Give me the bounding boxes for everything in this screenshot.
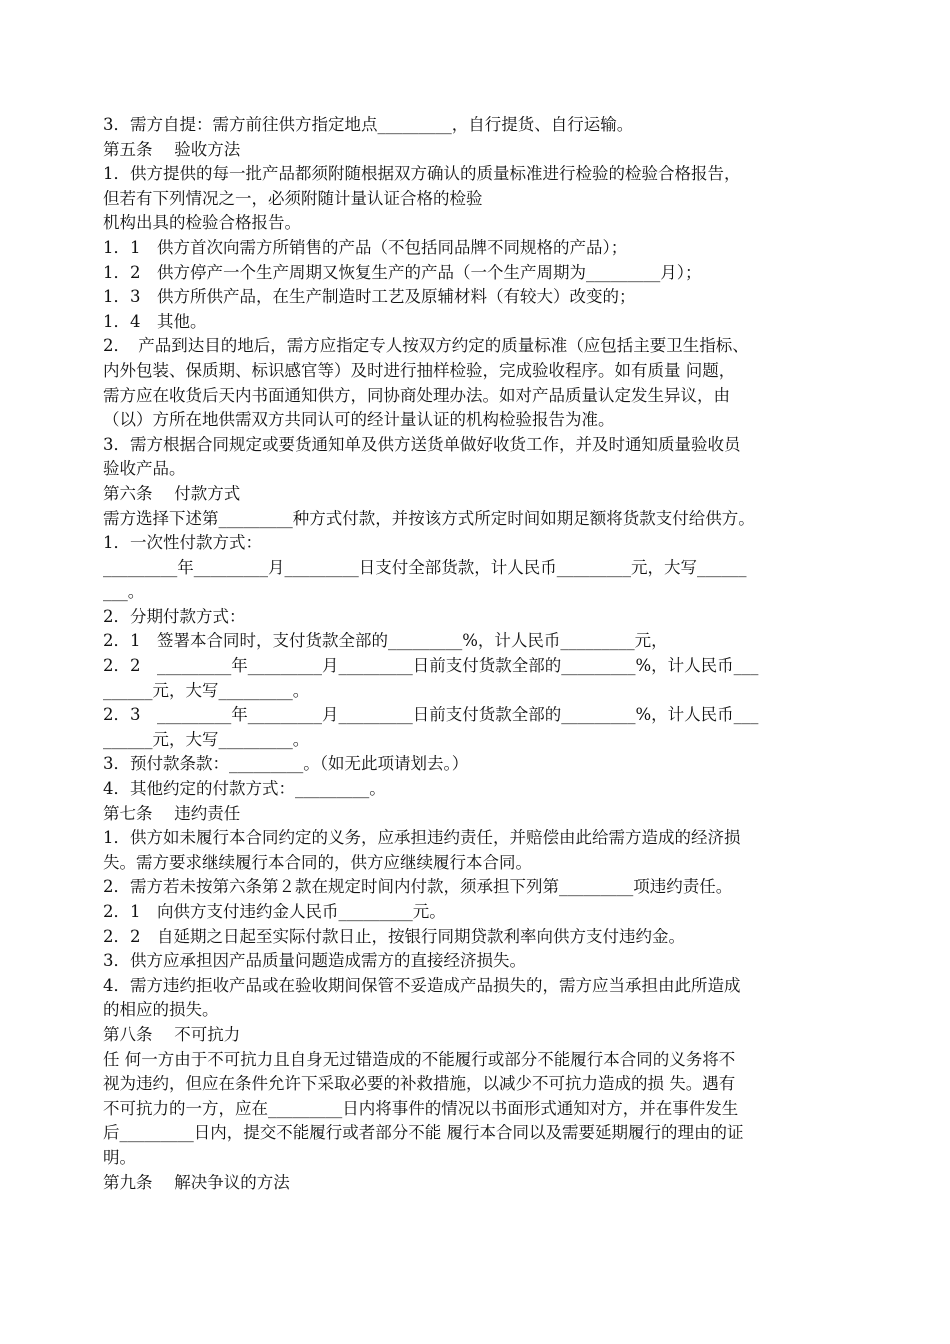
text-line: 1．1 供方首次向需方所销售的产品（不包括同品牌不同规格的产品）； bbox=[103, 237, 628, 257]
text-line: 1．2 供方停产一个生产周期又恢复生产的产品（一个生产周期为_________月）； bbox=[103, 262, 702, 282]
text-line: 3．需方根据合同规定或要货通知单及供方送货单做好收货工作，并及时通知质量验收员 bbox=[103, 434, 741, 454]
text-line: 第七条 违约责任 bbox=[103, 803, 241, 823]
text-line: 2．需方若未按第六条第２款在规定时间内付款，须承担下列第_________项违约责任。 bbox=[103, 877, 733, 897]
text-line: 第九条 解决争议的方法 bbox=[103, 1172, 290, 1192]
text-line: 2．1 向供方支付违约金人民币_________元。 bbox=[103, 902, 446, 921]
text-line: 验收产品。 bbox=[103, 459, 186, 479]
text-line: ___。 bbox=[103, 582, 145, 602]
text-line: 内外包装、保质期、标识感官等）及时进行抽样检验，完成验收程序。如有质量 问题， bbox=[103, 360, 736, 380]
document-page bbox=[103, 113, 849, 1195]
text-line: 失。需方要求继续履行本合同的，供方应继续履行本合同。 bbox=[103, 852, 532, 872]
text-line: 需方应在收货后天内书面通知供方，同协商处理办法。如对产品质量认定发生异议，由 bbox=[103, 385, 730, 405]
text-line: 3．需方自提：需方前往供方指定地点_________，自行提货、自行运输。 bbox=[103, 115, 634, 134]
text-line: 2．分期付款方式： bbox=[103, 606, 246, 626]
text-line: 不可抗力的一方，应在_________日内将事件的情况以书面形式通知对方，并在事件发生 bbox=[103, 1098, 739, 1118]
text-line: 任 何一方由于不可抗力且自身无过错造成的不能履行或部分不能履行本合同的义务将不 bbox=[103, 1049, 736, 1069]
text-line: 第八条 不可抗力 bbox=[103, 1024, 241, 1044]
text-line: 1．3 供方所供产品，在生产制造时工艺及原辅材料（有较大）改变的； bbox=[103, 287, 636, 307]
text-line: 1．供方如未履行本合同约定的义务，应承担违约责任，并赔偿由此给需方造成的经济损 bbox=[103, 828, 741, 848]
text-line: 2．2 _________年_________月_________日前支付货款全部的_________%，计人民币___ bbox=[103, 656, 759, 676]
text-line: 第六条 付款方式 bbox=[103, 483, 241, 503]
text-line: 1．4 其他。 bbox=[103, 311, 207, 331]
text-line: 1．一次性付款方式： bbox=[103, 533, 262, 553]
text-line: 需方选择下述第_________种方式付款，并按该方式所定时间如期足额将货款支付给供方。 bbox=[103, 508, 755, 528]
text-line: 机构出具的检验合格报告。 bbox=[103, 213, 301, 233]
text-line: 4．其他约定的付款方式：_________。 bbox=[103, 779, 386, 799]
text-line: 1．供方提供的每一批产品都须附随根据双方确认的质量标准进行检验的检验合格报告， bbox=[103, 164, 741, 184]
text-line: 明。 bbox=[103, 1147, 136, 1167]
text-line: _________年_________月_________日支付全部货款，计人民币_________元，大写______ bbox=[103, 557, 747, 577]
text-line: 视为违约，但应在条件允许下采取必要的补救措施，以减少不可抗力造成的损 失。遇有 bbox=[103, 1074, 736, 1094]
text-line: 后_________日内，提交不能履行或者部分不能 履行本合同以及需要延期履行的理由的证 bbox=[103, 1123, 744, 1143]
text-line: 3．供方应承担因产品质量问题造成需方的直接经济损失。 bbox=[103, 951, 526, 971]
text-line: ______元，大写_________。 bbox=[103, 729, 310, 749]
text-line: 的相应的损失。 bbox=[103, 1000, 219, 1020]
text-line: 2．2 自延期之日起至实际付款日止，按银行同期贷款利率向供方支付违约金。 bbox=[103, 926, 685, 946]
text-line: 4．需方违约拒收产品或在验收期间保管不妥造成产品损失的，需方应当承担由此所造成 bbox=[103, 975, 741, 995]
text-line: 3．预付款条款：_________。（如无此项请划去。） bbox=[103, 754, 469, 774]
text-line: 但若有下列情况之一，必须附随计量认证合格的检验 bbox=[103, 188, 483, 208]
text-line: （以）方所在地供需双方共同认可的经计量认证的机构检验报告为准。 bbox=[103, 410, 615, 430]
text-line: 第五条 验收方法 bbox=[103, 139, 241, 159]
text-line: ______元，大写_________。 bbox=[103, 680, 310, 700]
text-line: 2．1 签署本合同时，支付货款全部的_________%，计人民币_________元， bbox=[103, 631, 668, 651]
text-line: 2．3 _________年_________月_________日前支付货款全部的_________%，计人民币___ bbox=[103, 705, 759, 725]
text-line: 2． 产品到达目的地后，需方应指定专人按双方约定的质量标准（应包括主要卫生指标、 bbox=[103, 336, 749, 356]
